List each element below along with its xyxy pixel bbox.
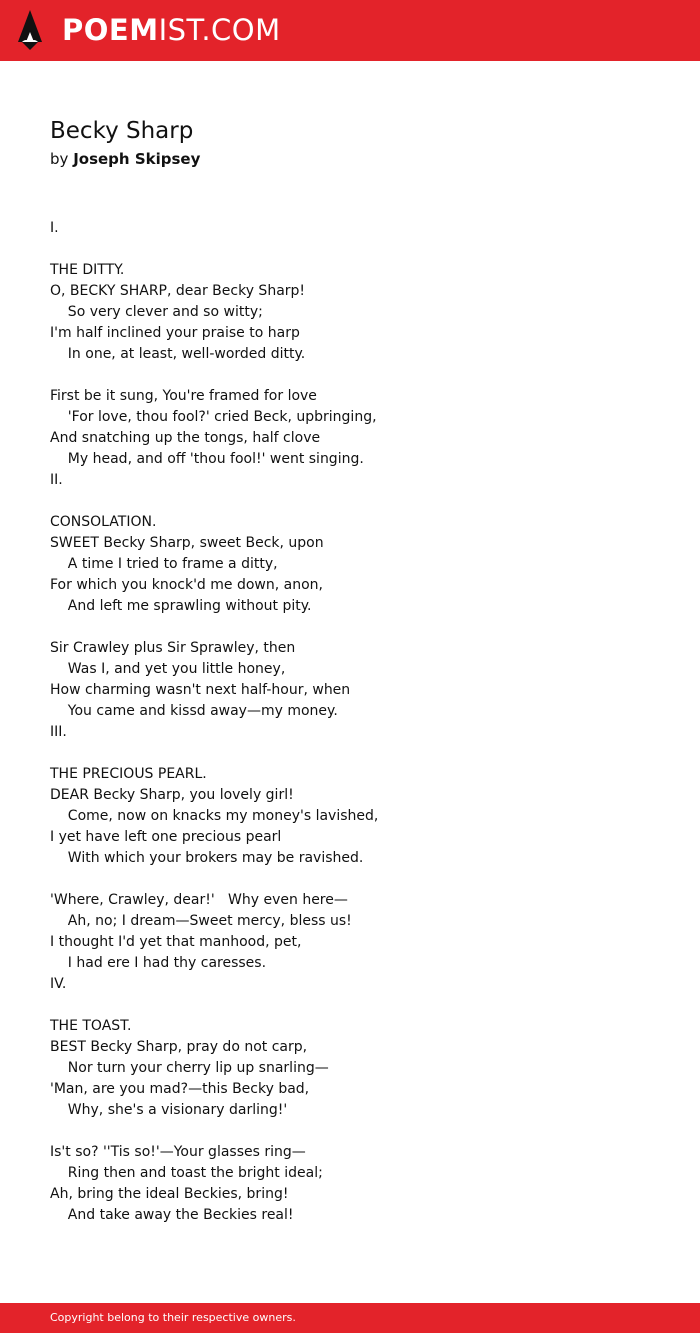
pencil-logo-icon[interactable] [18, 10, 42, 50]
poem-line [50, 1121, 650, 1142]
poem-line: THE PRECIOUS PEARL. [50, 766, 207, 782]
poem-line: THE DITTY. [50, 262, 125, 278]
poem-line: Nor turn your cherry lip up snarling— [50, 1060, 329, 1076]
poem-line: I'm half inclined your praise to harp [50, 325, 300, 341]
poem-line: Ah, no; I dream—Sweet mercy, bless us! [50, 913, 352, 929]
by-label: by [50, 150, 69, 168]
poem-line: You came and kissd away—my money. [50, 703, 338, 719]
site-header [0, 0, 700, 61]
poem-line [50, 239, 650, 260]
poem-line: Was I, and yet you little honey, [50, 661, 286, 677]
poem-line: BEST Becky Sharp, pray do not carp, [50, 1039, 308, 1055]
poem-line: I thought I'd yet that manhood, pet, [50, 934, 302, 950]
poem-line [50, 995, 650, 1016]
poem-line: How charming wasn't next half-hour, when [50, 682, 351, 698]
poem-line: And left me sprawling without pity. [50, 598, 312, 614]
poem-line: I yet have left one precious pearl [50, 829, 282, 845]
poem-line: I. [50, 220, 59, 236]
poem-line: With which your brokers may be ravished. [50, 850, 364, 866]
poem-line: And snatching up the tongs, half clove [50, 430, 321, 446]
poem-line: In one, at least, well-worded ditty. [50, 346, 306, 362]
poem-line: Why, she's a visionary darling!' [50, 1102, 288, 1118]
poem-line: Ring then and toast the bright ideal; [50, 1165, 323, 1181]
poem-line [50, 491, 650, 512]
copyright-notice: Copyright belong to their respective owners. [50, 1311, 296, 1324]
author-name: Joseph Skipsey [73, 150, 201, 168]
poem-line: Is't so? ''Tis so!'—Your glasses ring— [50, 1144, 306, 1160]
site-footer [0, 1303, 700, 1333]
poem-line: THE TOAST. [50, 1018, 132, 1034]
site-logo[interactable] [62, 12, 281, 48]
poem-line [50, 743, 650, 764]
poem-line: My head, and off 'thou fool!' went singing. [50, 451, 364, 467]
poem-line: I had ere I had thy caresses. [50, 955, 267, 971]
poem-line [50, 617, 650, 638]
poem-line: II. [50, 472, 63, 488]
poem-line: So very clever and so witty; [50, 304, 263, 320]
poem-line: CONSOLATION. [50, 514, 157, 530]
poem-title: Becky Sharp [50, 118, 194, 144]
logo-bold-text: POEM [62, 13, 159, 47]
poem-line: Sir Crawley plus Sir Sprawley, then [50, 640, 296, 656]
poem-line [50, 365, 650, 386]
poem-line: First be it sung, You're framed for love [50, 388, 317, 404]
poem-line: Ah, bring the ideal Beckies, bring! [50, 1186, 289, 1202]
poem-line [50, 869, 650, 890]
logo-light-text: IST.COM [158, 13, 281, 47]
poem-line: SWEET Becky Sharp, sweet Beck, upon [50, 535, 324, 551]
poem-line: III. [50, 724, 67, 740]
poem-body [50, 218, 650, 1226]
poem-line: O, BECKY SHARP, dear Becky Sharp! [50, 283, 306, 299]
poem-line: For which you knock'd me down, anon, [50, 577, 323, 593]
poem-line: 'For love, thou fool?' cried Beck, upbringing, [50, 409, 377, 425]
poem-line: IV. [50, 976, 67, 992]
byline [50, 148, 200, 170]
poem-line: A time I tried to frame a ditty, [50, 556, 278, 572]
poem-line: 'Where, Crawley, dear!' Why even here— [50, 892, 348, 908]
poem-line: And take away the Beckies real! [50, 1207, 294, 1223]
poem-line: Come, now on knacks my money's lavished, [50, 808, 379, 824]
poem-line: 'Man, are you mad?—this Becky bad, [50, 1081, 310, 1097]
poem-line: DEAR Becky Sharp, you lovely girl! [50, 787, 294, 803]
